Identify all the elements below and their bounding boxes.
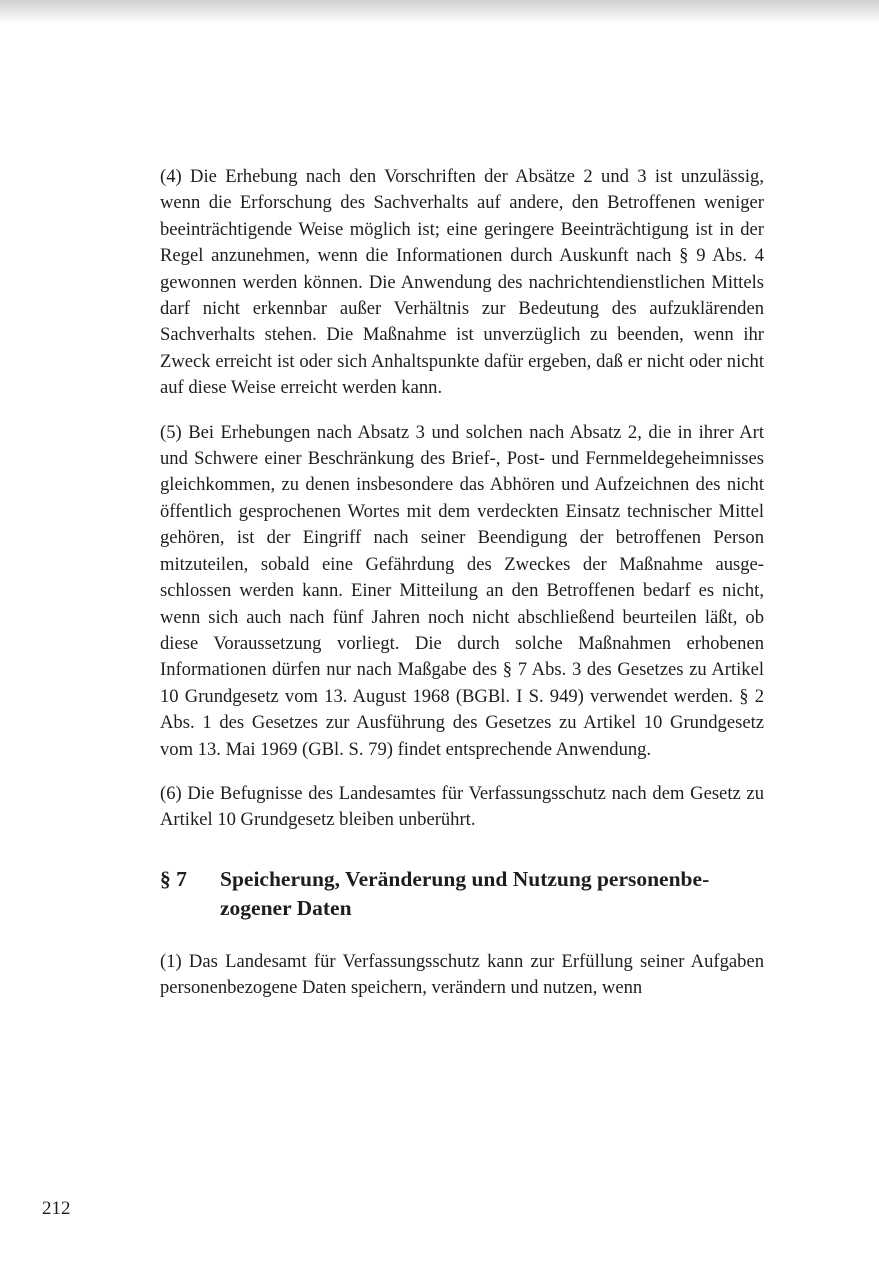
section-number: § 7 — [160, 866, 187, 891]
page-body — [160, 164, 764, 1002]
section-paragraph-1: (1) Das Landesamt für Verfassungsschutz kann zur Erfüllung seiner Aufgaben personenbezogene Daten speichern, verändern und nutzen, wenn — [160, 950, 764, 999]
paragraph-4: (4) Die Erhebung nach den Vorschriften der Absätze 2 und 3 ist unzulässig, wenn die Erforschung des Sachverhalts auf andere, den Betroffenen weniger beeinträchtigende Weise möglich ist; eine geringere Beeinträchtigung ist in der Regel anzunehmen, wenn die Informationen durch Auskunft nach § 9 Abs. 4 gewonnen werden können. Die Anwendung des nachrichtendienstlichen Mittels darf nicht erkennbar außer Verhältnis zur Bedeutung des aufzuklärenden Sachverhalts stehen. Die Maßnahme ist unverzüglich zu beenden, wenn ihr Zweck erreicht ist oder sich Anhaltspunkte dafür ergeben, daß er nicht oder nicht auf diese Weise erreicht werden kann. — [160, 166, 764, 399]
paragraph-6: (6) Die Befugnisse des Landesamtes für Verfassungsschutz nach dem Gesetz zu Artikel 10 Grundgesetz bleiben unberührt. — [160, 782, 764, 831]
section-title: Speicherung, Veränderung und Nutzung personenbezogener Daten — [220, 866, 710, 920]
page-number: 212 — [42, 1198, 71, 1219]
scan-top-shadow — [0, 0, 879, 24]
paragraph-5: (5) Bei Erhebungen nach Absatz 3 und solchen nach Absatz 2, die in ihrer Art und Schwere einer Beschränkung des Brief-, Post- und Fernmeldegeheimnisses gleichkommen, zu denen insbesondere das Abhören und Aufzeichnen des nicht öffentlich gesprochenen Wortes mit dem verdeckten Einsatz technischer Mittel gehören, ist der Eingriff nach seiner Beendigung der betroffenen Person mitzuteilen, sobald eine Gefährdung des Zweckes der Maßnahme ausgeschlossen werden kann. Einer Mitteilung an den Betroffenen bedarf es nicht, wenn sich auch nach fünf Jahren noch nicht abschließend beurteilen läßt, ob diese Voraussetzung vorliegt. Die durch solche Maßnahmen erhobenen Informationen dürfen nur nach Maßgabe des § 7 Abs. 3 des Gesetzes zu Artikel 10 Grundgesetz vom 13. August 1968 (BGBl. I S. 949) verwendet werden. § 2 Abs. 1 des Gesetzes zur Ausführung des Gesetzes zu Artikel 10 Grundgesetz vom 13. Mai 1969 (GBl. S. 79) findet entsprechende Anwendung. — [160, 421, 764, 760]
section-heading — [160, 865, 764, 923]
